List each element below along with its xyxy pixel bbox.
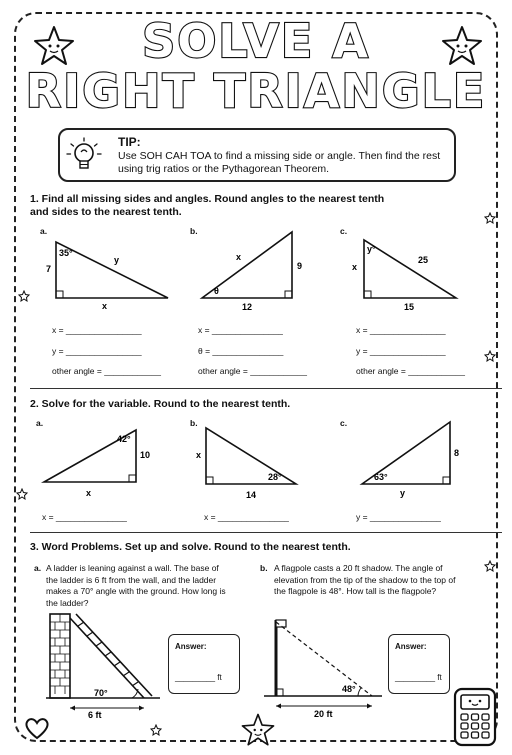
label-2c-bottom: y	[400, 488, 406, 498]
problem-2b-label: b.	[190, 418, 198, 428]
label-3a-angle: 70°	[94, 688, 108, 698]
answer-1b-other[interactable]: other angle = ____________	[198, 366, 307, 376]
lightbulb-icon	[64, 136, 104, 178]
label-3b-dist: 20 ft	[314, 709, 333, 719]
answer-1a-other[interactable]: other angle = ____________	[52, 366, 161, 376]
tip-text: Use SOH CAH TOA to find a missing side or angle. Then find the rest using trig ratios or the Pythagorean Theorem.	[118, 150, 441, 175]
calculator-icon	[452, 686, 498, 748]
label-1a-hyp: y	[114, 255, 120, 265]
tip-box	[58, 128, 456, 182]
flagpole-icon	[262, 612, 392, 722]
section2-heading: 2. Solve for the variable. Round to the nearest tenth.	[30, 398, 291, 410]
section3-heading: 3. Word Problems. Set up and solve. Round to the nearest tenth.	[30, 541, 351, 553]
label-1a-angle: 35°	[59, 248, 73, 258]
problem-3b-label: b.	[260, 563, 268, 573]
label-2b-bottom: 14	[246, 490, 257, 500]
triangle-1a	[38, 236, 178, 314]
answer-1a-y[interactable]: y = ________________	[52, 346, 142, 356]
small-star-icon	[484, 212, 496, 224]
label-2a-angle: 42°	[117, 434, 131, 444]
label-2a-bottom: x	[86, 488, 92, 498]
triangle-2b	[192, 422, 322, 504]
problem-3a-label: a.	[34, 563, 42, 573]
label-1c-hyp: 25	[418, 255, 429, 265]
label-1a-bottom: x	[102, 301, 108, 311]
section1-heading: 1. Find all missing sides and angles. Round angles to the nearest tenth and sides to the nearest tenth.	[30, 193, 385, 218]
answer-box-3b[interactable]	[388, 634, 450, 694]
worksheet-title-line1: SOLVE A	[142, 14, 370, 68]
answer-2a-x[interactable]: x = _______________	[42, 512, 127, 522]
answer-1c-x[interactable]: x = ________________	[356, 325, 446, 335]
answer-2b-x[interactable]: x = _______________	[204, 512, 289, 522]
answer-label-3a: Answer:	[175, 642, 207, 651]
answer-1a-x[interactable]: x = ________________	[52, 325, 142, 335]
small-star-icon	[18, 290, 30, 302]
ladder-icon	[44, 610, 174, 722]
label-1b-bottom: 12	[242, 302, 253, 312]
tip-heading: TIP:	[118, 135, 141, 149]
label-3b-angle: 48°	[342, 684, 356, 694]
problem-3b-text: A flagpole casts a 20 ft shadow. The angle of elevation from the tip of the shadow to the top of the flagpole is 48°. How tall is the flagpole?	[274, 563, 456, 596]
problem-3a-text: A ladder is leaning against a wall. The base of the ladder is 6 ft from the wall, and the ladder makes a 70° angle with the ground. How long is the ladder?	[46, 563, 226, 608]
triangle-2a	[40, 422, 170, 502]
problem-1c-label: c.	[340, 226, 348, 236]
answer-2c-y[interactable]: y = _______________	[356, 512, 441, 522]
answer-1b-x[interactable]: x = _______________	[198, 325, 283, 335]
label-2b-left: x	[196, 450, 202, 460]
answer-1c-other[interactable]: other angle = ____________	[356, 366, 465, 376]
small-star-icon	[484, 560, 496, 572]
problem-1a-label: a.	[40, 226, 48, 236]
problem-1b-label: b.	[190, 226, 198, 236]
problem-2a-label: a.	[36, 418, 44, 428]
label-1b-right: 9	[297, 261, 303, 271]
divider	[30, 388, 502, 389]
triangle-1c	[346, 230, 476, 316]
label-2c-right: 8	[454, 448, 460, 458]
answer-1b-theta[interactable]: θ = _______________	[198, 346, 284, 356]
divider	[30, 532, 502, 533]
answer-blank-3b[interactable]: _________ ft	[395, 673, 442, 682]
label-1c-left: x	[352, 262, 358, 272]
problem-2c-label: c.	[340, 418, 348, 428]
label-1b-angle: θ	[214, 286, 219, 296]
triangle-2c	[354, 418, 474, 504]
triangle-1b	[196, 226, 316, 318]
label-2b-angle: 28°	[268, 472, 282, 482]
label-1c-bottom: 15	[404, 302, 415, 312]
worksheet-title-line2: RIGHT TRIANGLE	[25, 64, 487, 118]
label-1c-angle: y°	[367, 244, 376, 254]
small-star-icon	[484, 350, 496, 362]
small-star-icon	[150, 724, 162, 736]
answer-label-3b: Answer:	[395, 642, 427, 651]
label-2c-angle: 63°	[374, 472, 388, 482]
answer-1c-y[interactable]: y = ________________	[356, 346, 446, 356]
label-1a-left: 7	[46, 264, 52, 274]
answer-blank-3a[interactable]: _________ ft	[175, 673, 222, 682]
answer-box-3a[interactable]	[168, 634, 240, 694]
small-star-icon	[16, 488, 28, 500]
label-1b-hyp: x	[236, 252, 242, 262]
label-2a-right: 10	[140, 450, 151, 460]
label-3a-dist: 6 ft	[88, 710, 102, 720]
